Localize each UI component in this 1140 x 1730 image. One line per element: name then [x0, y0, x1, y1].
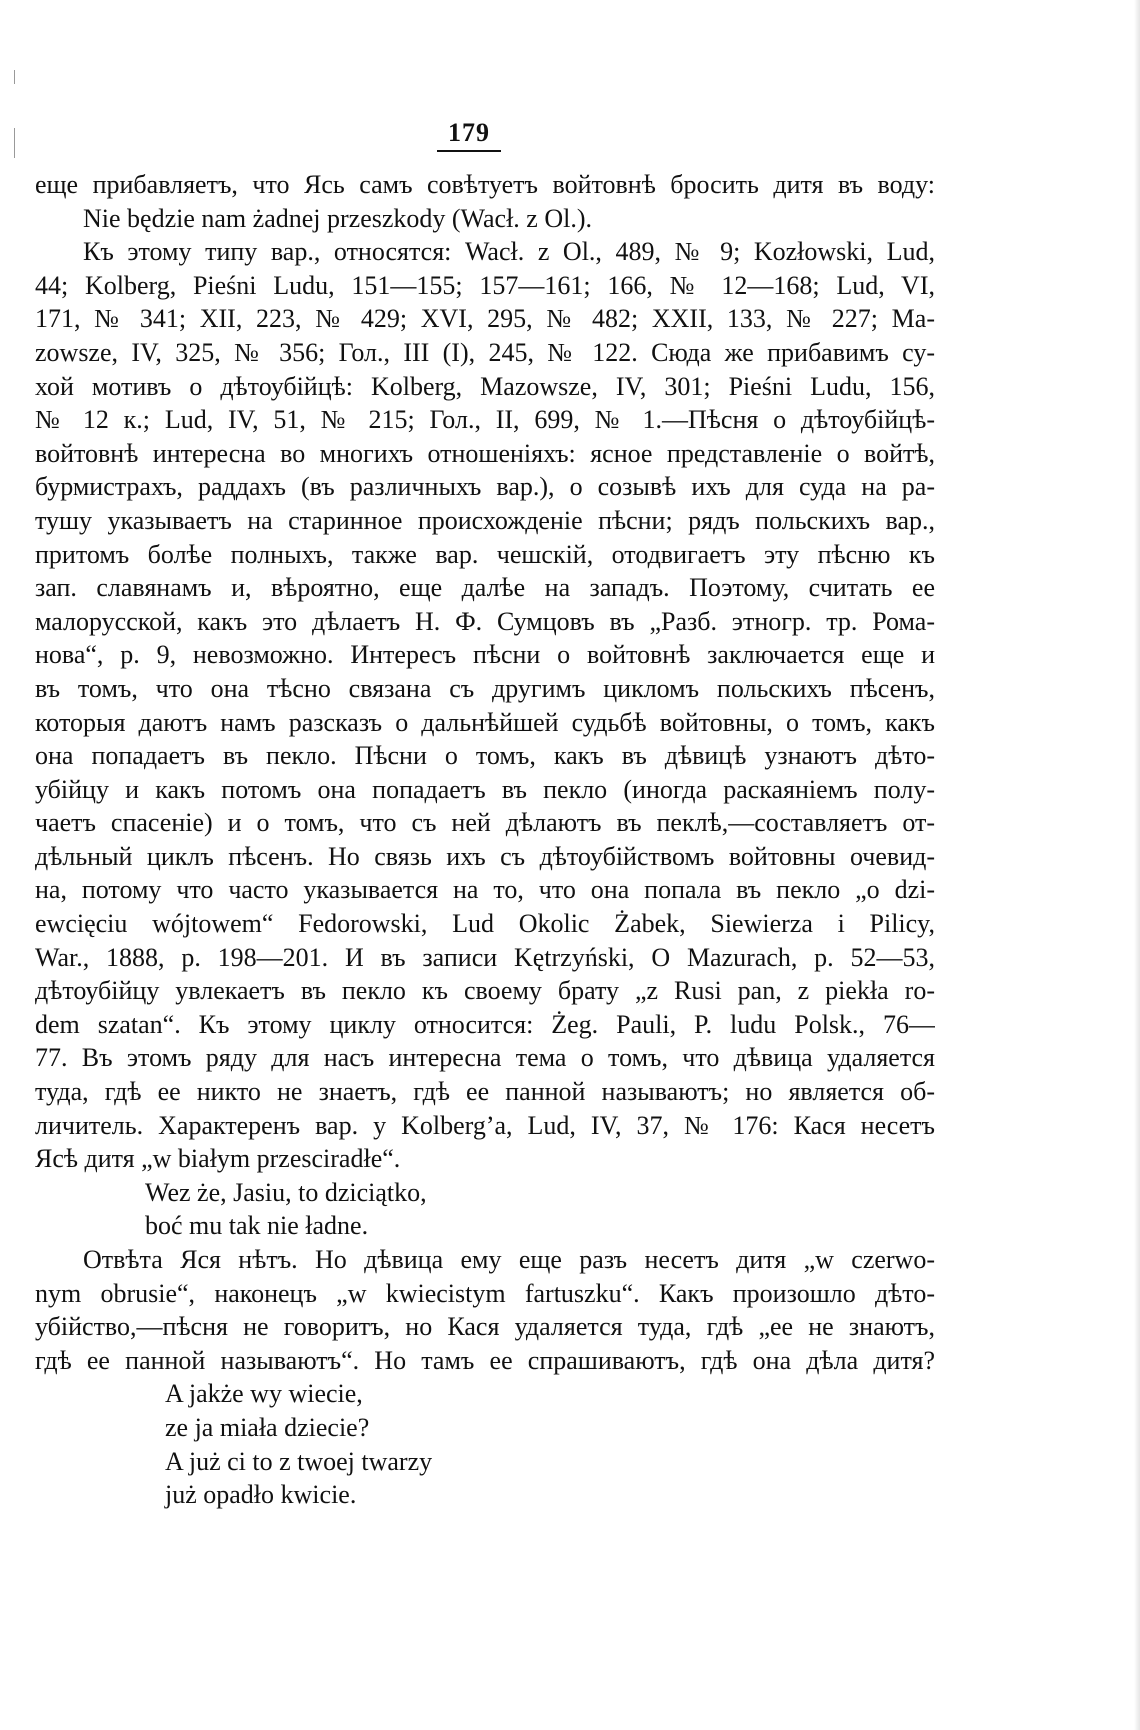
text-line: дѣтоубійцу увлекаетъ въ пекло къ своему брату „z Rusi pan, z piekła ro-	[35, 976, 935, 1006]
text-line: убійцу и какъ потомъ она попадаетъ въ пекло (иногда раскаяніемъ полу-	[35, 774, 935, 804]
paragraph-2	[35, 1243, 935, 1377]
text-line: dem szatan“. Къ этому циклу относится: Żeg. Pauli, P. ludu Polsk., 76—	[35, 1009, 935, 1039]
paragraph-1	[35, 168, 935, 1176]
text-line: туда, гдѣ ее никто не знаетъ, гдѣ ее панной называютъ; но является об-	[35, 1077, 935, 1107]
verse-line: A jakże wy wiecie,	[165, 1379, 363, 1409]
text-line: въ томъ, что она тѣсно связана съ другимъ цикломъ польскихъ пѣсенъ,	[35, 673, 935, 703]
text-line: еще прибавляетъ, что Ясь самъ совѣтуетъ войтовнѣ бросить дитя въ воду:	[35, 170, 935, 199]
verse-quote-1	[35, 1176, 935, 1243]
text-line: 77. Въ этомъ ряду для насъ интересна тема о томъ, что дѣвица удаляется	[35, 1043, 935, 1073]
text-line: войтовнѣ интересна во многихъ отношеніяхъ: ясное представленіе о войтѣ,	[35, 438, 935, 468]
text-line: личитель. Характеренъ вар. у Kolberg’a, Lud, IV, 37, № 176: Кася несетъ	[35, 1110, 935, 1140]
text-line: убійство,—пѣсня не говоритъ, но Кася удаляется туда, гдѣ „ее не знаютъ,	[35, 1312, 935, 1342]
text-line: 44; Kolberg, Pieśni Ludu, 151—155; 157—161; 166, № 12—168; Lud, VI,	[35, 270, 935, 300]
text-line: nym obrusie“, наконецъ „w kwiecistym fartuszku“. Какъ произошло дѣто-	[35, 1278, 935, 1308]
verse-line: już opadło kwicie.	[165, 1480, 357, 1510]
text-line: Ясѣ дитя „w białym przesciradłe“.	[35, 1144, 401, 1174]
text-line: зап. славянамъ и, вѣроятно, еще далѣе на западъ. Поэтому, считать ее	[35, 573, 935, 603]
text-line: тушу указываетъ на старинное происхожденіе пѣсни; рядъ польскихъ вар.,	[35, 505, 935, 535]
scan-page-edge	[1134, 0, 1140, 1730]
text-line: War., 1888, p. 198—201. И въ записи Kętrzyński, O Mazurach, p. 52—53,	[35, 942, 935, 972]
text-line: притомъ болѣе полныхъ, также вар. чешскій, отодвигаетъ эту пѣсню къ	[35, 539, 935, 569]
text-line: на, потому что часто указывается на то, что она попала въ пекло „o dzi-	[35, 875, 935, 905]
text-line: Nie będzie nam żadnej przeszkody (Wacł. z Ol.).	[83, 203, 593, 233]
text-line: zowsze, IV, 325, № 356; Гол., III (I), 245, № 122. Сюда же прибавимъ су-	[35, 337, 935, 367]
text-line: чаетъ спасеніе) и о томъ, что съ ней дѣлаютъ въ пеклѣ,—составляетъ от-	[35, 808, 935, 838]
page-number: 179	[437, 118, 501, 152]
text-line: 171, № 341; XII, 223, № 429; XVI, 295, № 482; XXII, 133, № 227; Ma-	[35, 304, 935, 334]
text-line: дѣльный циклъ пѣсенъ. Но связь ихъ съ дѣтоубійствомъ войтовны очевид-	[35, 841, 935, 871]
text-line: которыя даютъ намъ разсказъ о дальнѣйшей судьбѣ войтовны, о томъ, какъ	[35, 707, 935, 737]
verse-line: A już ci to z twoej twarzy	[165, 1446, 433, 1476]
text-line: Къ этому типу вар., относятся: Wacł. z Ol., 489, № 9; Kozłowski, Lud,	[83, 237, 935, 267]
text-line: Отвѣта Яся нѣтъ. Но дѣвица ему еще разъ несетъ дитя „w czerwo-	[83, 1245, 935, 1274]
scan-margin-mark	[14, 70, 15, 84]
text-line: бурмистрахъ, раддахъ (въ различныхъ вар.), о созывѣ ихъ для суда на ра-	[35, 472, 935, 502]
text-line: она попадаетъ въ пекло. Пѣсни о томъ, какъ въ дѣвицѣ узнаютъ дѣто-	[35, 741, 935, 771]
text-line: нова“, р. 9, невозможно. Интересъ пѣсни о войтовнѣ заключается еще и	[35, 640, 935, 670]
text-line: хой мотивъ о дѣтоубійцѣ: Kolberg, Mazowsze, IV, 301; Pieśni Ludu, 156,	[35, 371, 935, 401]
text-line: гдѣ ее панной называютъ“. Но тамъ ее спрашиваютъ, гдѣ она дѣла дитя?	[35, 1345, 935, 1375]
text-line: малорусской, какъ это дѣлаетъ Н. Ф. Сумцовъ въ „Разб. этногр. тр. Рома-	[35, 606, 935, 636]
verse-line: boć mu tak nie ładne.	[145, 1211, 369, 1241]
verse-quote-2	[35, 1377, 935, 1511]
text-line: № 12 к.; Lud, IV, 51, № 215; Гол., II, 699, № 1.—Пѣсня о дѣтоубійцѣ-	[35, 405, 935, 435]
scan-margin-mark	[14, 128, 15, 158]
page-body	[35, 168, 935, 1512]
verse-line: ze ja miała dziecie?	[165, 1412, 370, 1442]
text-line: ewcięciu wójtowem“ Fedorowski, Lud Okolic Żabek, Siewierza i Pilicy,	[35, 909, 935, 939]
verse-line: Wez że, Jasiu, to dziciątko,	[145, 1177, 427, 1207]
